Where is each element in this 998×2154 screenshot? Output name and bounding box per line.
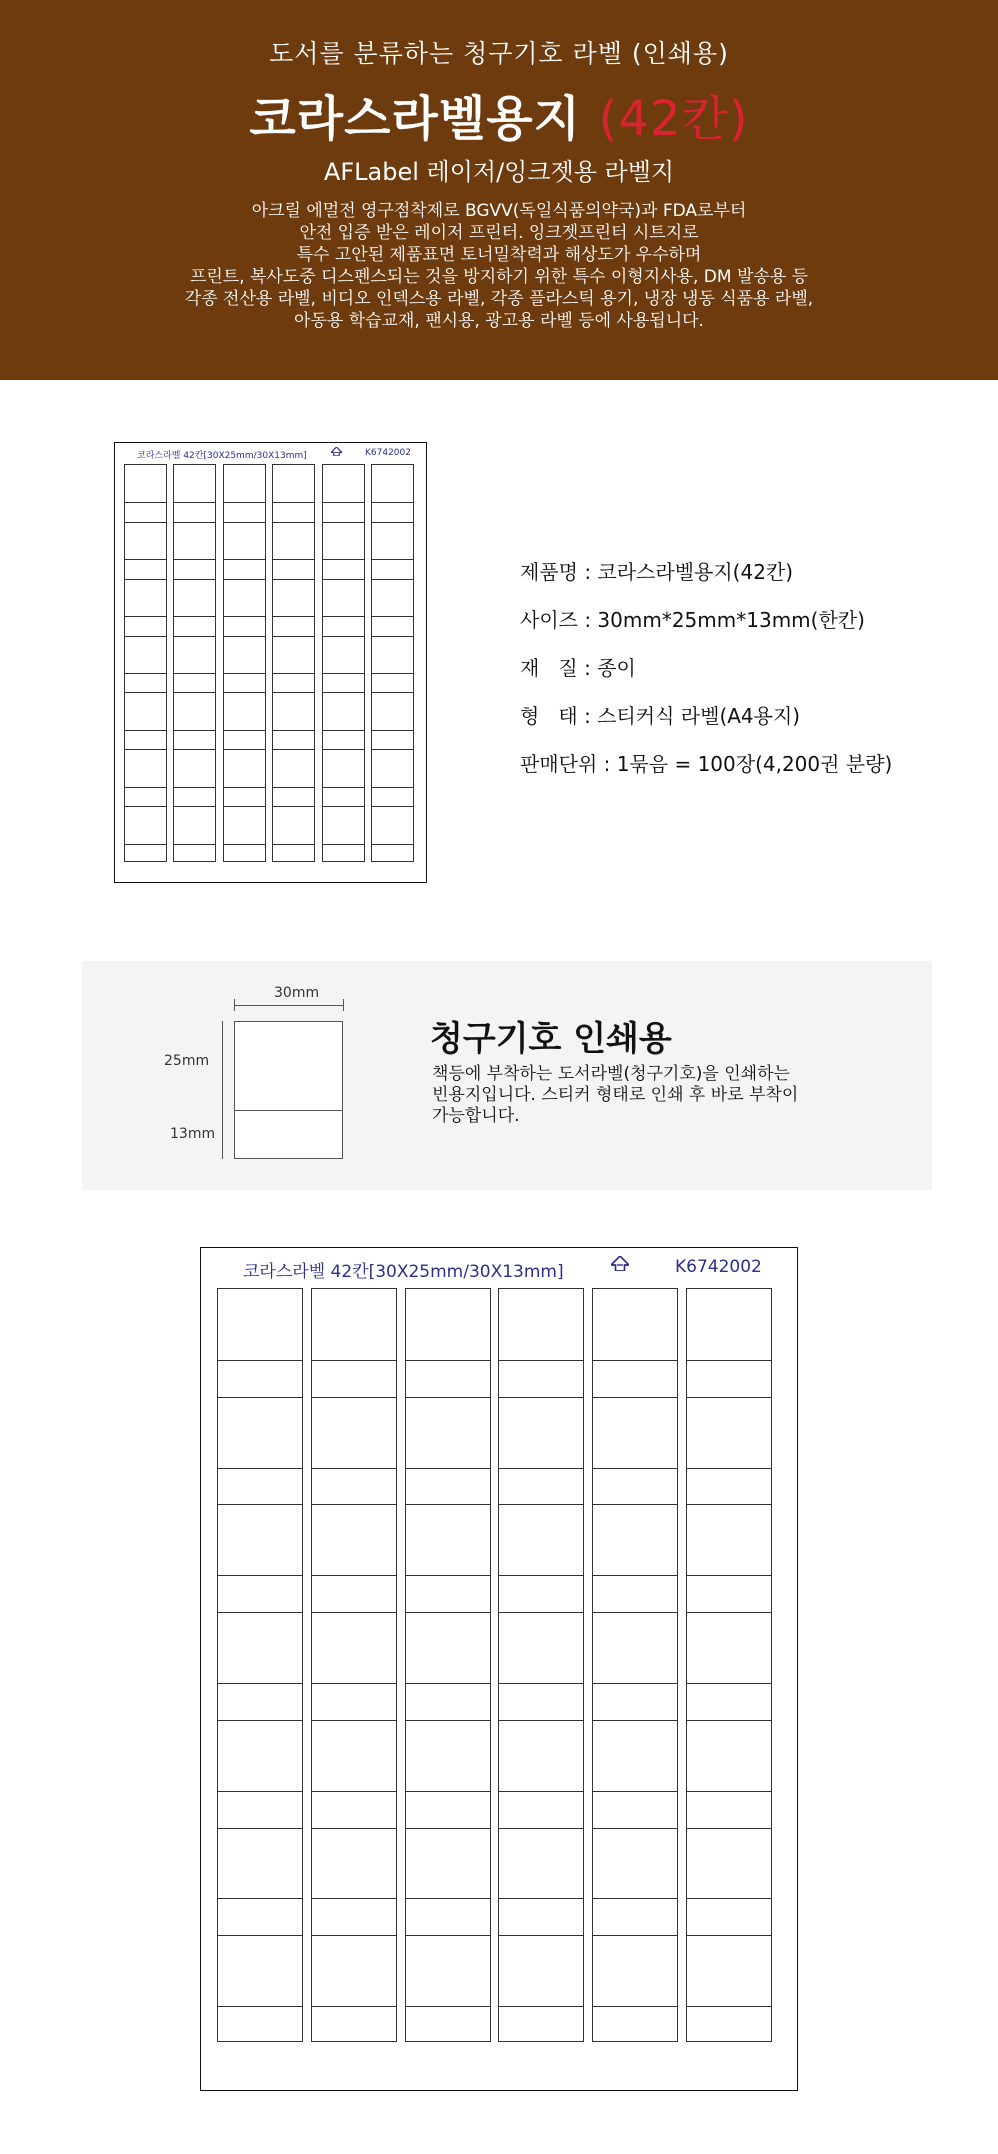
label-cut-line — [323, 502, 364, 503]
label-cut-line — [312, 1683, 396, 1684]
description-line: 특수 고안된 제품표면 토너밀착력과 해상도가 우수하며 — [296, 245, 702, 265]
label-cut-line — [687, 1397, 771, 1398]
label-cut-line — [273, 559, 314, 560]
label-cut-line — [372, 730, 413, 731]
label-cut-line — [499, 1828, 583, 1829]
width-dimension-label: 30mm — [274, 985, 320, 1001]
label-cut-line — [273, 522, 314, 523]
label-cut-line — [312, 1828, 396, 1829]
product-title — [0, 80, 998, 149]
label-cut-line — [687, 1720, 771, 1721]
label-cut-line — [218, 1935, 302, 1936]
label-cut-line — [406, 1898, 490, 1899]
label-cut-line — [218, 1575, 302, 1576]
label-cut-line — [224, 636, 265, 637]
label-cut-line — [406, 1683, 490, 1684]
product-title-accent: (42칸) — [598, 91, 749, 147]
label-column — [686, 1288, 772, 2042]
single-label-diagram — [234, 1021, 343, 1159]
label-cut-line — [125, 559, 166, 560]
label-cut-line — [499, 1468, 583, 1469]
label-cut-line — [174, 636, 215, 637]
label-cut-line — [312, 1397, 396, 1398]
label-cut-line — [224, 730, 265, 731]
label-cut-line — [174, 522, 215, 523]
label-cut-line — [687, 1360, 771, 1361]
label-cut-line — [218, 1791, 302, 1792]
label-cut-line — [406, 1720, 490, 1721]
label-sheet-preview-small — [114, 442, 427, 883]
product-title-main: 코라스라벨용지 — [249, 91, 581, 147]
label-cut-line — [273, 730, 314, 731]
label-column — [322, 464, 365, 862]
label-cut-line — [593, 1720, 677, 1721]
height-dimension-line-bottom — [222, 1109, 223, 1159]
dimension-tick — [234, 999, 235, 1011]
label-cut-line — [687, 1898, 771, 1899]
height-dimension-label-top: 25mm — [164, 1053, 210, 1069]
label-column — [498, 1288, 584, 2042]
label-cut-line — [174, 692, 215, 693]
label-cut-line — [372, 749, 413, 750]
label-cut-line — [499, 1360, 583, 1361]
description-line: 안전 입증 받은 레이저 프린터. 잉크젯프린터 시트지로 — [299, 223, 699, 243]
label-cut-line — [593, 1683, 677, 1684]
label-cut-line — [224, 522, 265, 523]
label-cut-line — [218, 1828, 302, 1829]
description-line: 각종 전산용 라벨, 비디오 인덱스용 라벨, 각종 플라스틱 용기, 냉장 냉동 식품용 라벨, — [184, 289, 814, 309]
label-cut-line — [174, 730, 215, 731]
label-cut-line — [372, 579, 413, 580]
label-cut-line — [406, 1575, 490, 1576]
label-cut-line — [273, 636, 314, 637]
label-cut-line — [406, 1828, 490, 1829]
label-cut-line — [312, 1791, 396, 1792]
spec-label: 판매단위 — [520, 752, 598, 776]
height-dimension-label-bottom: 13mm — [170, 1126, 216, 1142]
label-column — [405, 1288, 491, 2042]
label-cut-line — [499, 1575, 583, 1576]
label-cut-line — [218, 1360, 302, 1361]
label-cut-line — [406, 1504, 490, 1505]
label-cut-line — [125, 692, 166, 693]
label-cut-line — [406, 1360, 490, 1361]
label-cut-line — [372, 673, 413, 674]
label-cut-line — [174, 559, 215, 560]
label-cut-line — [406, 1468, 490, 1469]
sheet-heading: 코라스라벨 42칸[30X25mm/30X13mm] — [243, 1262, 564, 1282]
label-cut-line — [406, 1612, 490, 1613]
label-cut-line — [312, 1360, 396, 1361]
label-cut-line — [323, 787, 364, 788]
label-cut-line — [593, 1360, 677, 1361]
label-column — [272, 464, 315, 862]
label-cut-line — [323, 522, 364, 523]
label-cut-line — [218, 1898, 302, 1899]
spec-value: 스티커식 라벨(A4용지) — [597, 704, 801, 728]
aflabel-logo-icon — [611, 1255, 629, 1276]
spec-value: 종이 — [597, 656, 636, 680]
label-cut-line — [323, 749, 364, 750]
label-cut-line — [125, 787, 166, 788]
spec-row-size: 사이즈 : 30mm*25mm*13mm(한칸) — [520, 608, 865, 632]
description-line: 프린트, 복사도중 디스펜스되는 것을 방지하기 위한 특수 이형지사용, DM 발송용 등 — [189, 267, 809, 287]
label-cut-line — [687, 2006, 771, 2007]
spec-row-form: 형 태 : 스티커식 라벨(A4용지) — [520, 704, 801, 728]
label-cut-line — [312, 1612, 396, 1613]
label-cut-line — [218, 1397, 302, 1398]
label-cut-line — [406, 2006, 490, 2007]
dimension-tick — [343, 999, 344, 1011]
label-cut-line — [323, 559, 364, 560]
description-line: 아크릴 에멀전 영구점착제로 BGVV(독일식품의약국)과 FDA로부터 — [251, 201, 747, 221]
sheet-product-code: K6742002 — [365, 448, 411, 458]
label-cut-line — [499, 1612, 583, 1613]
label-cut-line — [372, 522, 413, 523]
spec-value: 1묶음 = 100장(4,200권 분량) — [616, 752, 893, 776]
product-spec-list — [520, 556, 892, 796]
label-cut-line — [323, 844, 364, 845]
label-cut-line — [687, 1828, 771, 1829]
label-cut-line — [406, 1935, 490, 1936]
label-cut-line — [125, 502, 166, 503]
label-cut-line — [323, 730, 364, 731]
label-cut-line — [125, 749, 166, 750]
spec-row-unit: 판매단위 : 1묶음 = 100장(4,200권 분량) — [520, 752, 893, 776]
label-cut-line — [273, 692, 314, 693]
usage-line: 빈용지입니다. 스티커 형태로 인쇄 후 바로 부착이 — [432, 1085, 799, 1105]
usage-title: 청구기호 인쇄용 — [430, 1019, 672, 1059]
label-cut-line — [273, 579, 314, 580]
label-cut-line — [406, 1791, 490, 1792]
header-banner — [0, 0, 998, 380]
label-cut-line — [273, 673, 314, 674]
label-column — [223, 464, 266, 862]
label-cut-line — [125, 522, 166, 523]
label-cut-line — [224, 579, 265, 580]
label-cut-line — [687, 1683, 771, 1684]
label-cut-line — [273, 749, 314, 750]
sheet-heading: 코라스라벨 42칸[30X25mm/30X13mm] — [137, 451, 307, 461]
label-cut-line — [312, 2006, 396, 2007]
label-cut-line — [687, 1791, 771, 1792]
label-cut-line — [312, 1720, 396, 1721]
label-cut-line — [372, 787, 413, 788]
label-cut-line — [593, 1935, 677, 1936]
label-cut-line — [224, 502, 265, 503]
label-cut-line — [312, 1575, 396, 1576]
spec-value: 30mm*25mm*13mm(한칸) — [597, 608, 865, 632]
label-cut-line — [224, 844, 265, 845]
label-cut-line — [406, 1397, 490, 1398]
label-cut-line — [125, 579, 166, 580]
label-cut-line — [174, 616, 215, 617]
label-cut-line — [224, 616, 265, 617]
label-cut-line — [323, 636, 364, 637]
label-cut-line — [174, 787, 215, 788]
label-cut-line — [372, 559, 413, 560]
label-cut-line — [593, 1468, 677, 1469]
label-cut-line — [273, 844, 314, 845]
label-cut-line — [218, 1720, 302, 1721]
spec-value: 코라스라벨용지(42칸) — [597, 560, 794, 584]
label-divider — [235, 1110, 342, 1111]
spec-label: 재 질 — [520, 656, 578, 680]
label-cut-line — [312, 1468, 396, 1469]
label-cut-line — [499, 1898, 583, 1899]
label-cut-line — [125, 616, 166, 617]
label-cut-line — [593, 1575, 677, 1576]
label-cut-line — [224, 692, 265, 693]
label-cut-line — [499, 1791, 583, 1792]
label-cut-line — [593, 1504, 677, 1505]
label-cut-line — [174, 579, 215, 580]
label-cut-line — [593, 1612, 677, 1613]
height-dimension-line-top — [222, 1021, 223, 1109]
label-cut-line — [593, 1898, 677, 1899]
label-cut-line — [312, 1504, 396, 1505]
label-cut-line — [593, 1397, 677, 1398]
label-cut-line — [687, 1468, 771, 1469]
label-cut-line — [125, 673, 166, 674]
sheet-product-code: K6742002 — [675, 1257, 762, 1277]
label-cut-line — [323, 806, 364, 807]
label-cut-line — [372, 692, 413, 693]
label-cut-line — [499, 1504, 583, 1505]
spec-label: 형 태 — [520, 704, 578, 728]
label-cut-line — [372, 806, 413, 807]
usage-line: 책등에 부착하는 도서라벨(청구기호)을 인쇄하는 — [432, 1064, 790, 1084]
label-cut-line — [499, 2006, 583, 2007]
label-column — [124, 464, 167, 862]
label-cut-line — [312, 1898, 396, 1899]
label-cut-line — [125, 730, 166, 731]
label-cut-line — [687, 1935, 771, 1936]
product-description — [0, 200, 998, 332]
label-column — [592, 1288, 678, 2042]
label-cut-line — [218, 1612, 302, 1613]
usage-line: 가능합니다. — [432, 1106, 520, 1126]
brand-line: AFLabel 레이저/잉크젯용 라벨지 — [323, 158, 675, 186]
usage-info-band — [82, 961, 932, 1190]
label-column — [371, 464, 414, 862]
label-cut-line — [174, 806, 215, 807]
label-sheet-preview-large — [200, 1247, 798, 2091]
label-cut-line — [273, 502, 314, 503]
header-subtitle: 도서를 분류하는 청구기호 라벨 (인쇄용) — [269, 39, 729, 68]
label-cut-line — [372, 502, 413, 503]
usage-description — [432, 1064, 852, 1127]
label-cut-line — [125, 636, 166, 637]
label-cut-line — [218, 1504, 302, 1505]
label-cut-line — [273, 616, 314, 617]
label-cut-line — [218, 1683, 302, 1684]
label-cut-line — [323, 692, 364, 693]
width-dimension-line — [234, 1005, 343, 1006]
label-cut-line — [224, 749, 265, 750]
label-cut-line — [323, 673, 364, 674]
label-column — [173, 464, 216, 862]
label-cut-line — [224, 559, 265, 560]
label-cut-line — [323, 616, 364, 617]
label-cut-line — [593, 2006, 677, 2007]
label-cut-line — [499, 1720, 583, 1721]
label-cut-line — [499, 1935, 583, 1936]
label-cut-line — [218, 1468, 302, 1469]
label-column — [311, 1288, 397, 2042]
aflabel-logo-icon — [331, 446, 342, 459]
label-cut-line — [499, 1397, 583, 1398]
label-cut-line — [224, 673, 265, 674]
label-cut-line — [593, 1828, 677, 1829]
label-cut-line — [372, 616, 413, 617]
spec-row-material: 재 질 : 종이 — [520, 656, 636, 680]
label-cut-line — [593, 1791, 677, 1792]
label-cut-line — [174, 844, 215, 845]
label-cut-line — [312, 1935, 396, 1936]
label-cut-line — [687, 1575, 771, 1576]
description-line: 아동용 학습교재, 팬시용, 광고용 라벨 등에 사용됩니다. — [294, 311, 704, 331]
label-cut-line — [372, 844, 413, 845]
spec-label: 사이즈 — [520, 608, 578, 632]
label-cut-line — [125, 844, 166, 845]
label-cut-line — [273, 806, 314, 807]
label-cut-line — [174, 502, 215, 503]
label-cut-line — [125, 806, 166, 807]
label-cut-line — [218, 2006, 302, 2007]
label-cut-line — [224, 787, 265, 788]
label-cut-line — [174, 673, 215, 674]
label-cut-line — [273, 787, 314, 788]
spec-label: 제품명 — [520, 560, 578, 584]
label-column — [217, 1288, 303, 2042]
label-cut-line — [224, 806, 265, 807]
label-cut-line — [372, 636, 413, 637]
spec-row-name: 제품명 : 코라스라벨용지(42칸) — [520, 560, 794, 584]
label-cut-line — [687, 1504, 771, 1505]
label-cut-line — [499, 1683, 583, 1684]
label-cut-line — [323, 579, 364, 580]
label-cut-line — [687, 1612, 771, 1613]
label-cut-line — [174, 749, 215, 750]
